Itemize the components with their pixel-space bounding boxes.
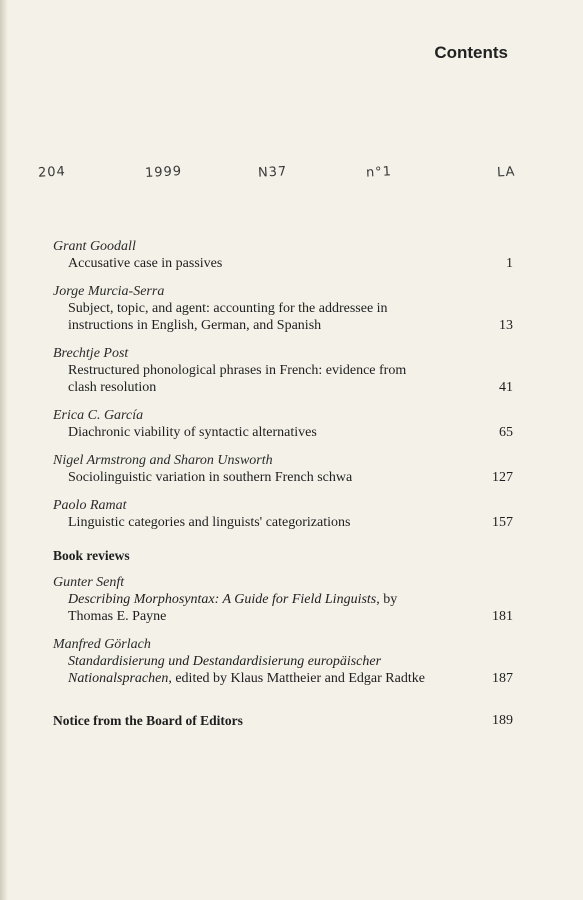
review-entry[interactable] <box>53 574 513 625</box>
review-author: Manfred Görlach <box>53 637 151 652</box>
review-entry[interactable] <box>53 636 513 687</box>
toc-title: Diachronic viability of syntactic alternatives <box>68 425 317 440</box>
toc-page-number: 127 <box>492 470 513 485</box>
page-edge <box>0 0 8 900</box>
toc-entry[interactable] <box>53 497 513 531</box>
toc-page-number: 13 <box>499 318 513 333</box>
handwritten-note: n°1 <box>365 164 393 181</box>
review-author: Gunter Senft <box>53 575 125 590</box>
toc-entry[interactable] <box>53 283 513 334</box>
toc-author: Erica C. García <box>53 408 144 423</box>
notice-entry[interactable] <box>53 713 513 729</box>
toc-title: Linguistic categories and linguists' categorizations <box>68 515 351 530</box>
toc-author: Paolo Ramat <box>53 498 127 513</box>
toc-page-number: 65 <box>499 425 513 440</box>
toc-page-number: 1 <box>506 256 513 271</box>
toc-entry[interactable] <box>53 452 513 486</box>
handwritten-note: N37 <box>257 164 288 181</box>
toc-title: Sociolinguistic variation in southern French schwa <box>68 470 353 485</box>
toc-entry[interactable] <box>53 238 513 272</box>
review-title-rest: , edited by Klaus Mattheier and Edgar Radtke <box>168 671 425 686</box>
handwritten-note: 204 <box>37 164 67 181</box>
toc-author: Brechtje Post <box>53 346 129 361</box>
handwritten-note: LA <box>496 164 516 181</box>
review-title-rest: , by Thomas E. Payne <box>68 592 398 624</box>
book-reviews-heading: Book reviews <box>53 548 130 563</box>
toc-title: Accusative case in passives <box>68 256 223 271</box>
toc-author: Grant Goodall <box>53 239 136 254</box>
review-title <box>68 653 438 687</box>
toc-author: Nigel Armstrong and Sharon Unsworth <box>53 453 273 468</box>
toc-page-number: 189 <box>492 713 513 728</box>
toc-page-number: 181 <box>492 609 513 624</box>
toc-title: Subject, topic, and agent: accounting for the addressee in instructions in English, German, and Spanish <box>68 301 388 333</box>
review-title-italic: Standardisierung und Destandardisierung europäischer Nationalsprachen <box>68 654 382 686</box>
toc-title: Restructured phonological phrases in French: evidence from clash resolution <box>68 363 407 395</box>
toc-entry[interactable] <box>53 345 513 396</box>
review-title <box>68 591 438 625</box>
handwritten-note: 1999 <box>144 164 183 181</box>
page-title: Contents <box>434 43 508 62</box>
table-of-contents <box>53 238 513 729</box>
toc-page-number: 41 <box>499 380 513 395</box>
notice-label: Notice from the Board of Editors <box>53 713 243 728</box>
toc-page-number: 157 <box>492 515 513 530</box>
toc-author: Jorge Murcia-Serra <box>53 284 165 299</box>
toc-entry[interactable] <box>53 407 513 441</box>
review-title-italic: Describing Morphosyntax: A Guide for Field Linguists <box>68 592 377 607</box>
toc-page-number: 187 <box>492 671 513 686</box>
